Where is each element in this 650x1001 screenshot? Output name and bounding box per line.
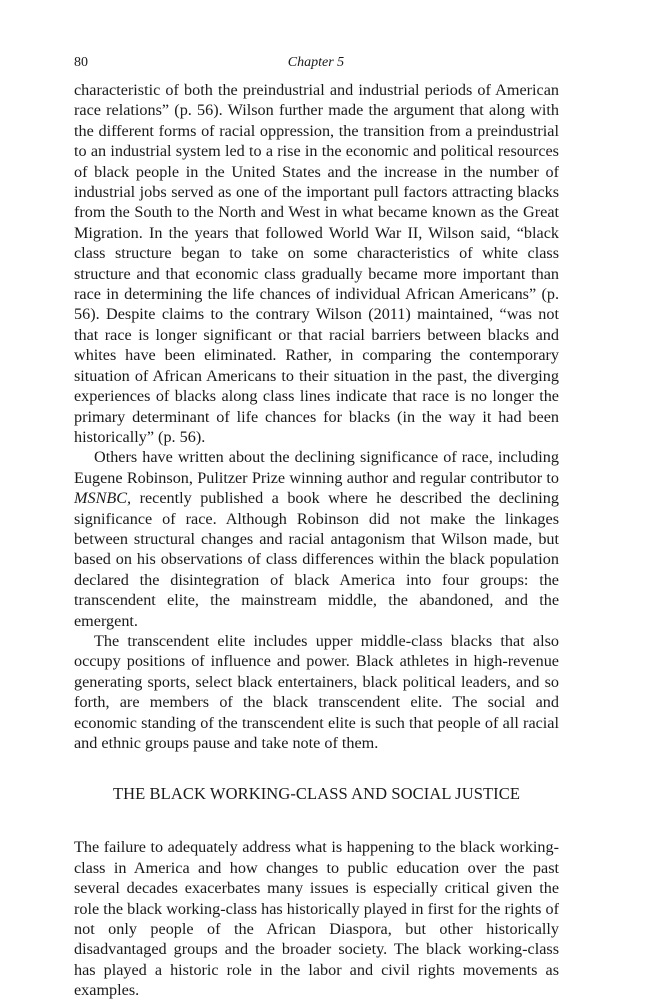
paragraph-2-start: Others have written about the declining significance of race, including Eugene Robinson, Pulitzer Prize winning author and regular contributor to bbox=[74, 448, 559, 487]
paragraph-1: characteristic of both the preindustrial and industrial periods of American race relations” (p. 56). Wilson further made the argument that along with the different forms of racial oppression, the transition from a preindustrial to an industrial system led to a rise in the economic and political resources of black people in the United States and the increase in the number of industrial jobs served as one of the important pull factors attracting blacks from the South to the North and West in what became known as the Great Migration. In the years that followed World War II, Wilson said, “black class structure began to take on some characteristics of white class structure and that economic class gradually became more important than race in determining the life chances of individual African Americans” (p. 56). Despite claims to the contrary Wilson (2011) maintained, “was not that race is longer significant or that racial barriers between blacks and whites have been eliminated. Rather, in comparing the contemporary situation of African Americans to their situation in the past, the diverging experiences of blacks along class lines indicate that race is no longer the primary determinant of life chances for blacks (in the way it had been historically” (p. 56). bbox=[74, 81, 559, 446]
body-text bbox=[74, 80, 559, 1001]
section-paragraph-1: The failure to adequately address what is happening to the black working-class in America and how changes to public education over the past several decades exacerbates many issues is especially critical given the role the black working-class has historically played in first for the rights of not only people of the African Diaspora, but other historically disadvantaged groups and the broader society. The black working-class has played a historic role in the labor and civil rights movements as examples. bbox=[74, 838, 559, 1000]
msnbc-reference: MSNBC, bbox=[74, 489, 132, 508]
paragraph-2-end: recently published a book where he described the declining significance of race. Although Robinson did not make the linkages between structural changes and racial antagonism that Wilson made, but based on his observations of class differences within the black population declared the disintegration of black America into four groups: the transcendent elite, the mainstream middle, the abandoned, and the emergent. bbox=[74, 489, 559, 630]
running-head bbox=[74, 52, 558, 74]
page-number: 80 bbox=[74, 55, 88, 70]
section-heading: THE BLACK WORKING-CLASS AND SOCIAL JUSTICE bbox=[112, 784, 521, 804]
chapter-label: Chapter 5 bbox=[287, 55, 345, 70]
paragraph-3: The transcendent elite includes upper middle-class blacks that also occupy positions of influence and power. Black athletes in high-revenue generating sports, select black entertainers, black political leaders, and so forth, are members of the black transcendent elite. The social and economic standing of the transcendent elite is such that people of all racial and ethnic groups pause and take note of them. bbox=[74, 631, 559, 752]
paragraph-2 bbox=[74, 447, 559, 631]
